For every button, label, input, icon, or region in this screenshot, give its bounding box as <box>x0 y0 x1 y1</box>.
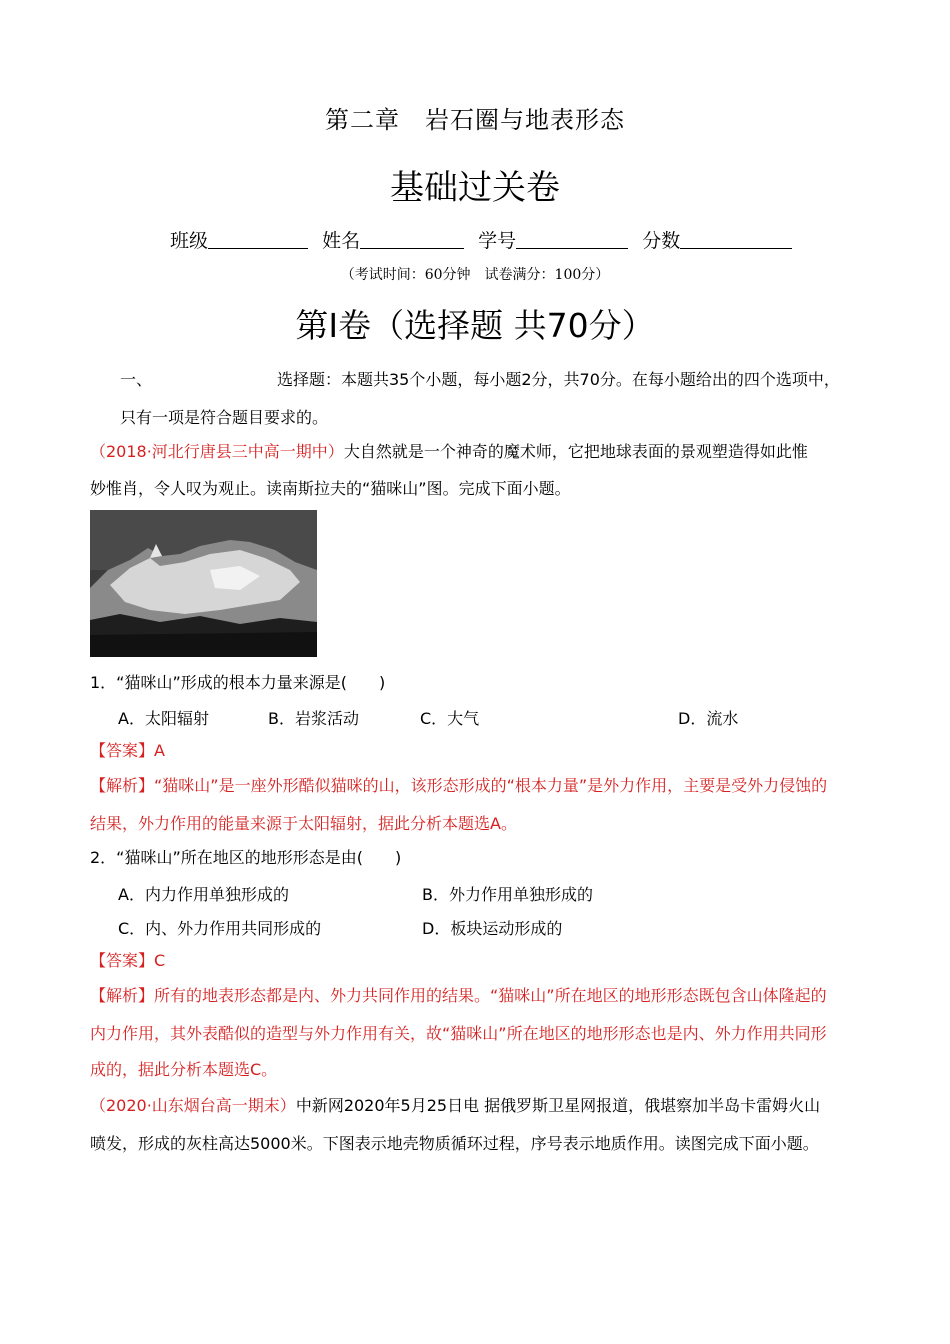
group2-text-1: 中新网2020年5月25日电 据俄罗斯卫星网报道，俄堪察加半岛卡雷姆火山 <box>295 1096 821 1115</box>
name-label: 姓名 <box>322 230 361 252</box>
cat-mountain-photo <box>90 510 317 657</box>
q1-option-d[interactable]: D．流水 <box>678 709 739 728</box>
q1-stem: 1．“猫咪山”形成的根本力量来源是( ) <box>90 673 386 692</box>
class-blank[interactable] <box>208 230 308 249</box>
name-blank[interactable] <box>360 230 464 249</box>
q2-analysis-text-3: 成的，据此分析本题选C。 <box>90 1060 278 1079</box>
chapter-title: 第二章 岩石圈与地表形态 <box>325 106 625 134</box>
q2-analysis-line1 <box>90 978 827 1013</box>
q2-option-a[interactable]: A．内力作用单独形成的 <box>118 885 289 904</box>
group2-text-2: 喷发，形成的灰柱高达5000米。下图表示地壳物质循环过程，序号表示地质作用。读图完成下面小题。 <box>90 1134 819 1153</box>
id-blank[interactable] <box>516 230 628 249</box>
q2-stem: 2．“猫咪山”所在地区的地形形态是由( ) <box>90 848 402 867</box>
q1-answer: 【答案】A <box>90 741 165 760</box>
score-label: 分数 <box>642 230 681 252</box>
q2-analysis-text-2: 内力作用，其外表酷似的造型与外力作用有关，故“猫咪山”所在地区的地形形态也是内、外力作用共同形 <box>90 1024 827 1043</box>
section-title: 第I卷（选择题 共70分） <box>295 306 655 345</box>
id-label: 学号 <box>478 230 517 252</box>
group1-text-2: 妙惟肖，令人叹为观止。读南斯拉夫的“猫咪山”图。完成下面小题。 <box>90 479 571 498</box>
q2-analysis-label: 【解析】 <box>90 986 155 1005</box>
q1-option-c[interactable]: C．大气 <box>420 709 480 728</box>
paper-title: 基础过关卷 <box>390 168 560 208</box>
q2-option-b[interactable]: B．外力作用单独形成的 <box>422 885 593 904</box>
score-blank[interactable] <box>680 230 792 249</box>
q2-option-d[interactable]: D．板块运动形成的 <box>422 919 563 938</box>
q1-analysis-text-2: 结果，外力作用的能量来源于太阳辐射，据此分析本题选A。 <box>90 814 517 833</box>
exam-note: （考试时间：60分钟 试卷满分：100分） <box>340 267 610 283</box>
group1-source: （2018·河北行唐县三中高一期中） <box>90 442 344 461</box>
group1-text-1: 大自然就是一个神奇的魔术师，它把地球表面的景观塑造得如此惟 <box>343 442 808 461</box>
intro-text-line1: 选择题：本题共35个小题，每小题2分，共70分。在每小题给出的四个选项中， <box>277 370 840 389</box>
q2-option-c[interactable]: C．内、外力作用共同形成的 <box>118 919 322 938</box>
q1-analysis-text-1: “猫咪山”是一座外形酷似猫咪的山，该形态形成的“根本力量”是外力作用，主要是受外力侵蚀的 <box>154 776 828 795</box>
group2-line1 <box>90 1088 820 1123</box>
q2-analysis-text-1: 所有的地表形态都是内、外力共同作用的结果。“猫咪山”所在地区的地形形态既包含山体隆起的 <box>154 986 827 1005</box>
group2-source: （2020·山东烟台高一期末） <box>90 1096 296 1115</box>
intro-text-line2: 只有一项是符合题目要求的。 <box>120 408 329 427</box>
student-info-row <box>170 226 800 253</box>
mountain-illustration <box>90 510 317 657</box>
q2-answer: 【答案】C <box>90 951 166 970</box>
class-label: 班级 <box>170 230 209 252</box>
intro-number: 一、 <box>120 370 153 389</box>
group1-line1 <box>90 434 808 469</box>
q1-option-a[interactable]: A．太阳辐射 <box>118 709 209 728</box>
q1-analysis-line1 <box>90 768 827 803</box>
q1-option-b[interactable]: B．岩浆活动 <box>268 709 359 728</box>
q1-analysis-label: 【解析】 <box>90 776 155 795</box>
